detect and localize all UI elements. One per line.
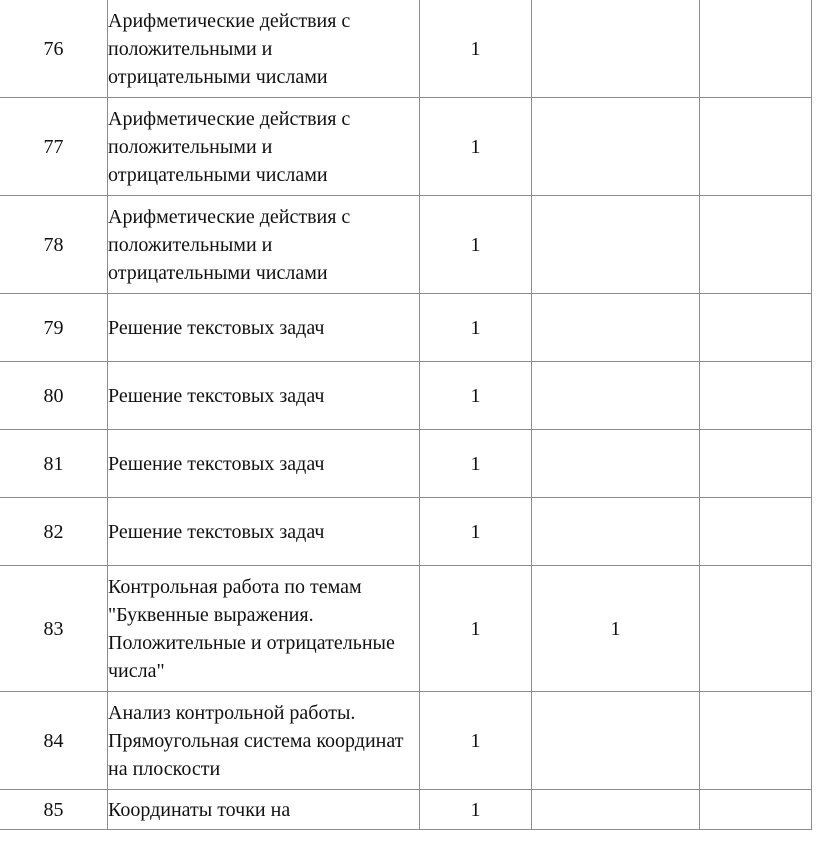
lesson-hours: 1 xyxy=(420,362,532,430)
lesson-topic: Решение текстовых задач xyxy=(108,362,420,430)
table-row xyxy=(0,196,812,294)
table-row xyxy=(0,790,812,830)
extra-cell xyxy=(700,566,812,692)
lesson-number: 80 xyxy=(0,362,108,430)
lesson-topic: Контрольная работа по темам "Буквенные выражения. Положительные и отрицательные числа" xyxy=(108,566,420,692)
control-work-hours xyxy=(532,362,700,430)
control-work-hours xyxy=(532,294,700,362)
table-row xyxy=(0,692,812,790)
table-row xyxy=(0,362,812,430)
lesson-topic: Координаты точки на xyxy=(108,790,420,830)
lesson-hours: 1 xyxy=(420,790,532,830)
lesson-hours: 1 xyxy=(420,692,532,790)
lesson-number: 82 xyxy=(0,498,108,566)
lesson-number: 76 xyxy=(0,0,108,98)
extra-cell xyxy=(700,98,812,196)
table-row xyxy=(0,98,812,196)
control-work-hours xyxy=(532,98,700,196)
lesson-number: 85 xyxy=(0,790,108,830)
table-row xyxy=(0,566,812,692)
control-work-hours xyxy=(532,498,700,566)
lesson-topic: Решение текстовых задач xyxy=(108,498,420,566)
extra-cell xyxy=(700,430,812,498)
lesson-hours: 1 xyxy=(420,196,532,294)
lesson-number: 79 xyxy=(0,294,108,362)
lesson-hours: 1 xyxy=(420,98,532,196)
extra-cell xyxy=(700,294,812,362)
lesson-topic: Решение текстовых задач xyxy=(108,430,420,498)
control-work-hours xyxy=(532,196,700,294)
extra-cell xyxy=(700,790,812,830)
control-work-hours xyxy=(532,430,700,498)
control-work-hours: 1 xyxy=(532,566,700,692)
table-row xyxy=(0,0,812,98)
lesson-hours: 1 xyxy=(420,294,532,362)
table-row xyxy=(0,430,812,498)
lesson-topic: Анализ контрольной работы. Прямоугольная система координат на плоскости xyxy=(108,692,420,790)
control-work-hours xyxy=(532,692,700,790)
lesson-number: 83 xyxy=(0,566,108,692)
control-work-hours xyxy=(532,0,700,98)
extra-cell xyxy=(700,692,812,790)
extra-cell xyxy=(700,498,812,566)
lesson-number: 81 xyxy=(0,430,108,498)
extra-cell xyxy=(700,196,812,294)
extra-cell xyxy=(700,362,812,430)
lesson-topic: Арифметические действия с положительными и отрицательными числами xyxy=(108,98,420,196)
lesson-hours: 1 xyxy=(420,430,532,498)
lesson-topic: Арифметические действия с положительными и отрицательными числами xyxy=(108,0,420,98)
table-row xyxy=(0,498,812,566)
lesson-topic: Арифметические действия с положительными и отрицательными числами xyxy=(108,196,420,294)
lesson-topic: Решение текстовых задач xyxy=(108,294,420,362)
lesson-number: 78 xyxy=(0,196,108,294)
lesson-hours: 1 xyxy=(420,498,532,566)
extra-cell xyxy=(700,0,812,98)
lesson-number: 77 xyxy=(0,98,108,196)
control-work-hours xyxy=(532,790,700,830)
lesson-number: 84 xyxy=(0,692,108,790)
lesson-hours: 1 xyxy=(420,0,532,98)
lesson-hours: 1 xyxy=(420,566,532,692)
table-row xyxy=(0,294,812,362)
